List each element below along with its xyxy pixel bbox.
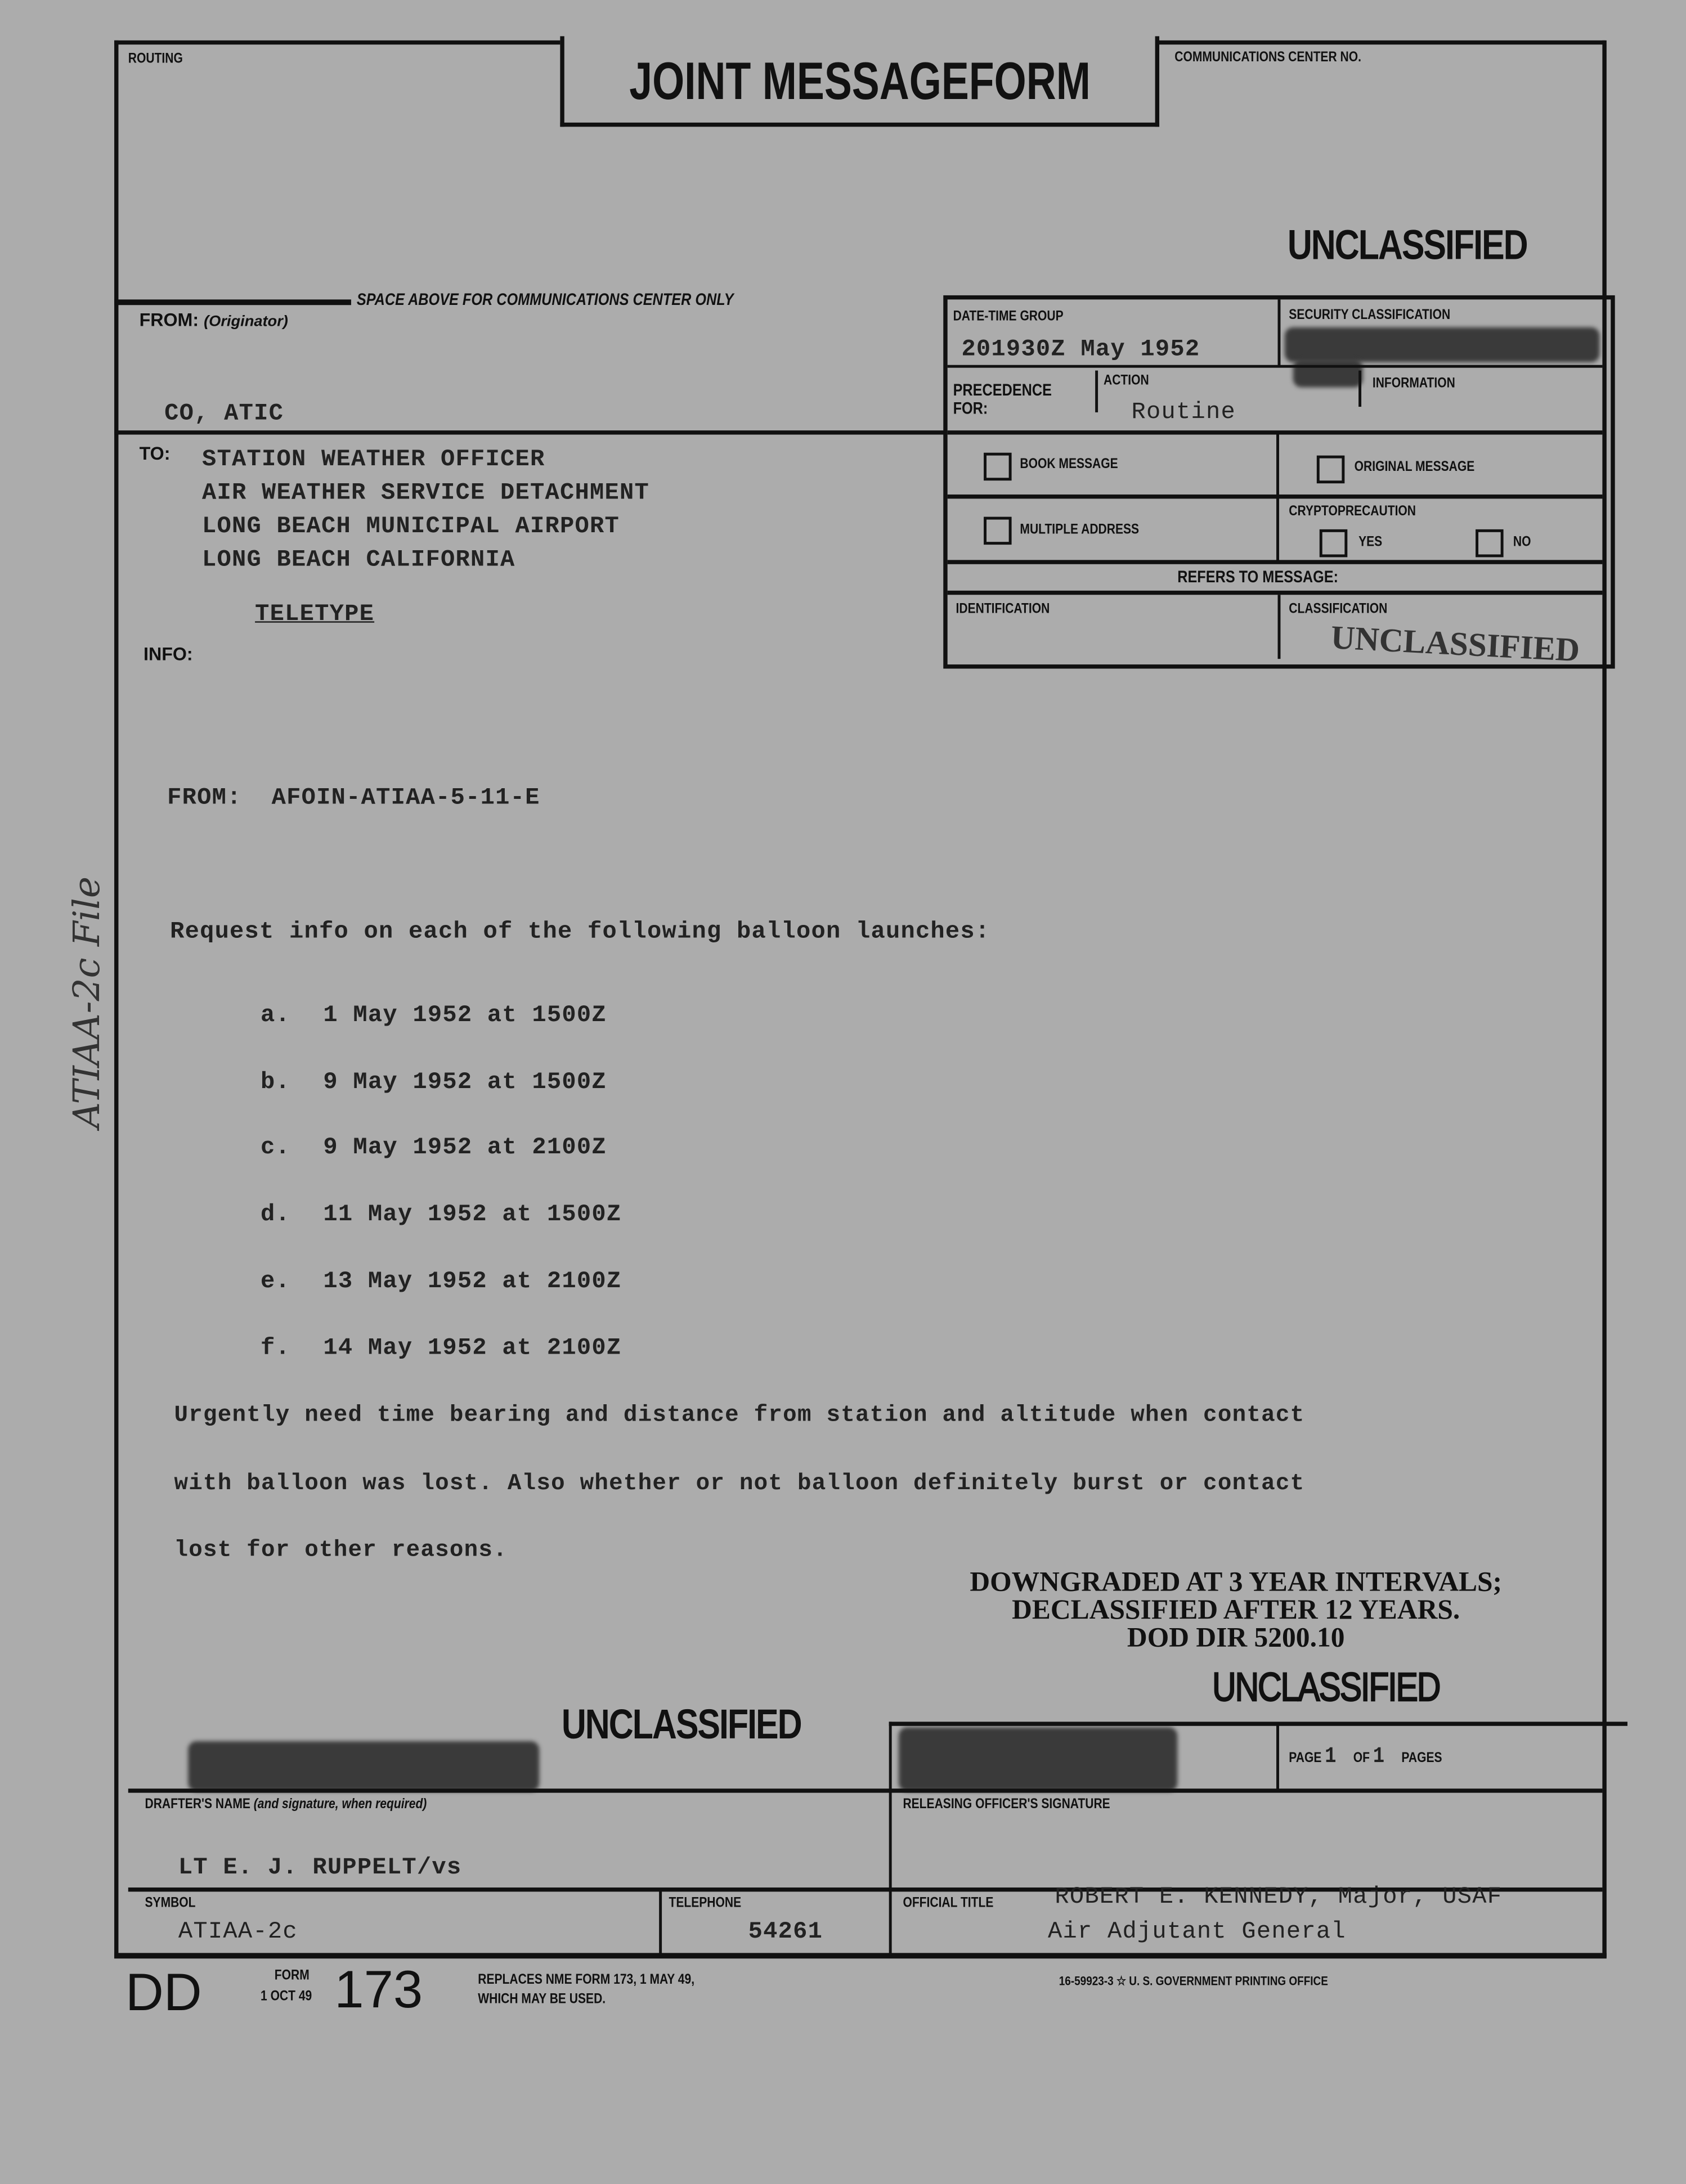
unclassified-stamp-bottom: UNCLASSIFIED [561, 1702, 801, 1749]
transmission-method: TELETYPE [255, 601, 375, 628]
precedence-label: PRECEDENCE FOR: [953, 380, 1052, 418]
releasing-officer-label: RELEASING OFFICER'S SIGNATURE [903, 1797, 1110, 1813]
replaces-note: REPLACES NME FORM 173, 1 MAY 49, WHICH MAY BE USED. [478, 1972, 695, 2007]
to-line: LONG BEACH MUNICIPAL AIRPORT [202, 514, 620, 541]
launch-item: e. 13 May 1952 at 2100Z [261, 1269, 622, 1296]
drafter-label: DRAFTER'S NAME (and signature, when required) [145, 1797, 427, 1813]
divider [889, 1722, 1627, 1725]
original-message-label: ORIGINAL MESSAGE [1354, 460, 1475, 475]
divider [889, 1722, 892, 1956]
launch-item: b. 9 May 1952 at 1500Z [261, 1069, 607, 1096]
cryptoprecaution-label: CRYPTOPRECAUTION [1289, 504, 1416, 520]
divider [1095, 371, 1098, 412]
symbol-label: SYMBOL [145, 1895, 196, 1912]
closing-paragraph: Urgently need time bearing and distance from station and altitude when contact with balloon was lost. Also whether or not balloon definitely burst or contact lost for other reasons. [174, 1401, 1305, 1563]
form-title: JOINT MESSAGEFORM [629, 53, 1091, 112]
divider [128, 1788, 1603, 1792]
redaction [188, 1741, 539, 1791]
telephone-label: TELEPHONE [669, 1895, 742, 1912]
redaction [899, 1727, 1177, 1791]
to-line: STATION WEATHER OFFICER [202, 447, 545, 474]
divider [1358, 371, 1361, 407]
star-icon: ☆ [1116, 1974, 1126, 1988]
to-label: TO: [139, 443, 171, 464]
margin-note: ATIAA-2c File [66, 877, 109, 1129]
crypto-no-label: NO [1513, 534, 1531, 551]
page-indicator: PAGE 1 OF 1 PAGES [1289, 1743, 1442, 1769]
launch-item: c. 9 May 1952 at 2100Z [261, 1135, 607, 1162]
launch-item: a. 1 May 1952 at 1500Z [261, 1003, 607, 1030]
original-message-checkbox[interactable] [1317, 456, 1345, 484]
multiple-address-checkbox[interactable] [984, 517, 1012, 545]
crypto-yes-checkbox[interactable] [1320, 529, 1348, 558]
info-label: INFO: [144, 643, 193, 665]
divider [114, 299, 351, 305]
classification-value: UNCLASSIFIED [1330, 620, 1581, 670]
downgrade-stamp: DOWNGRADED AT 3 YEAR INTERVALS; DECLASSIFIED AFTER 12 YEARS. DOD DIR 5200.10 [970, 1567, 1503, 1654]
form-label: FORM [274, 1968, 310, 1984]
routing-label: ROUTING [128, 51, 183, 67]
form-date: 1 OCT 49 [261, 1989, 312, 2005]
official-name: ROBERT E. KENNEDY, Major, USAF [1055, 1885, 1503, 1912]
print-info: 16-59923-3 ☆ U. S. GOVERNMENT PRINTING OFFICE [1059, 1974, 1328, 1988]
divider [948, 591, 1603, 595]
form-number: 173 [334, 1961, 423, 2020]
classification-label: CLASSIFICATION [1289, 601, 1388, 617]
frame-left [114, 41, 118, 1957]
launch-list [261, 983, 621, 1382]
official-title-label: OFFICIAL TITLE [903, 1895, 994, 1912]
to-address [202, 444, 649, 578]
to-line: AIR WEATHER SERVICE DETACHMENT [202, 480, 649, 507]
form-dd: DD [125, 1964, 202, 2023]
action-value: Routine [1131, 399, 1236, 426]
comm-center-label: COMMUNICATIONS CENTER NO. [1174, 50, 1361, 66]
launch-item: f. 14 May 1952 at 2100Z [261, 1335, 622, 1362]
official-title: Air Adjutant General [1047, 1919, 1346, 1946]
divider [1276, 1724, 1279, 1791]
to-line: LONG BEACH CALIFORNIA [202, 547, 515, 574]
action-label: ACTION [1103, 373, 1149, 389]
divider [1277, 595, 1280, 659]
unclassified-stamp-right: UNCLASSIFIED [1212, 1666, 1440, 1711]
redaction [1285, 327, 1600, 362]
divider [1277, 299, 1280, 366]
divider [948, 365, 1603, 368]
divider [948, 430, 1603, 434]
date-time-group-label: DATE-TIME GROUP [953, 309, 1064, 325]
refers-to-message-label: REFERS TO MESSAGE: [1177, 567, 1339, 587]
frame-bottom [114, 1953, 1607, 1958]
from-value: CO, ATIC [164, 401, 284, 428]
top-unclassified-stamp: UNCLASSIFIED [1287, 223, 1527, 269]
crypto-no-checkbox[interactable] [1476, 529, 1504, 558]
telephone-value: 54261 [748, 1919, 823, 1946]
symbol-value: ATIAA-2c [178, 1919, 298, 1946]
date-time-group: 201930Z May 1952 [961, 337, 1200, 364]
space-above-note: SPACE ABOVE FOR COMMUNICATIONS CENTER ONLY [356, 290, 734, 309]
body-from-line: FROM: AFOIN-ATIAA-5-11-E [167, 785, 540, 812]
divider [948, 560, 1603, 564]
divider [114, 430, 945, 434]
book-message-checkbox[interactable] [984, 453, 1012, 481]
form-title-box [560, 36, 1159, 127]
identification-label: IDENTIFICATION [956, 601, 1050, 617]
divider [659, 1890, 662, 1954]
divider [948, 495, 1603, 498]
from-label: FROM: (Originator) [139, 309, 288, 330]
book-message-label: BOOK MESSAGE [1020, 457, 1118, 473]
redaction [1293, 359, 1363, 388]
request-text: Request info on each of the following balloon launches: [170, 919, 990, 946]
security-classification-label: SECURITY CLASSIFICATION [1289, 308, 1451, 323]
information-label: INFORMATION [1372, 376, 1455, 392]
launch-item: d. 11 May 1952 at 1500Z [261, 1202, 622, 1229]
drafter-value: LT E. J. RUPPELT/vs [178, 1855, 462, 1882]
crypto-yes-label: YES [1358, 534, 1383, 551]
multiple-address-label: MULTIPLE ADDRESS [1020, 522, 1140, 538]
